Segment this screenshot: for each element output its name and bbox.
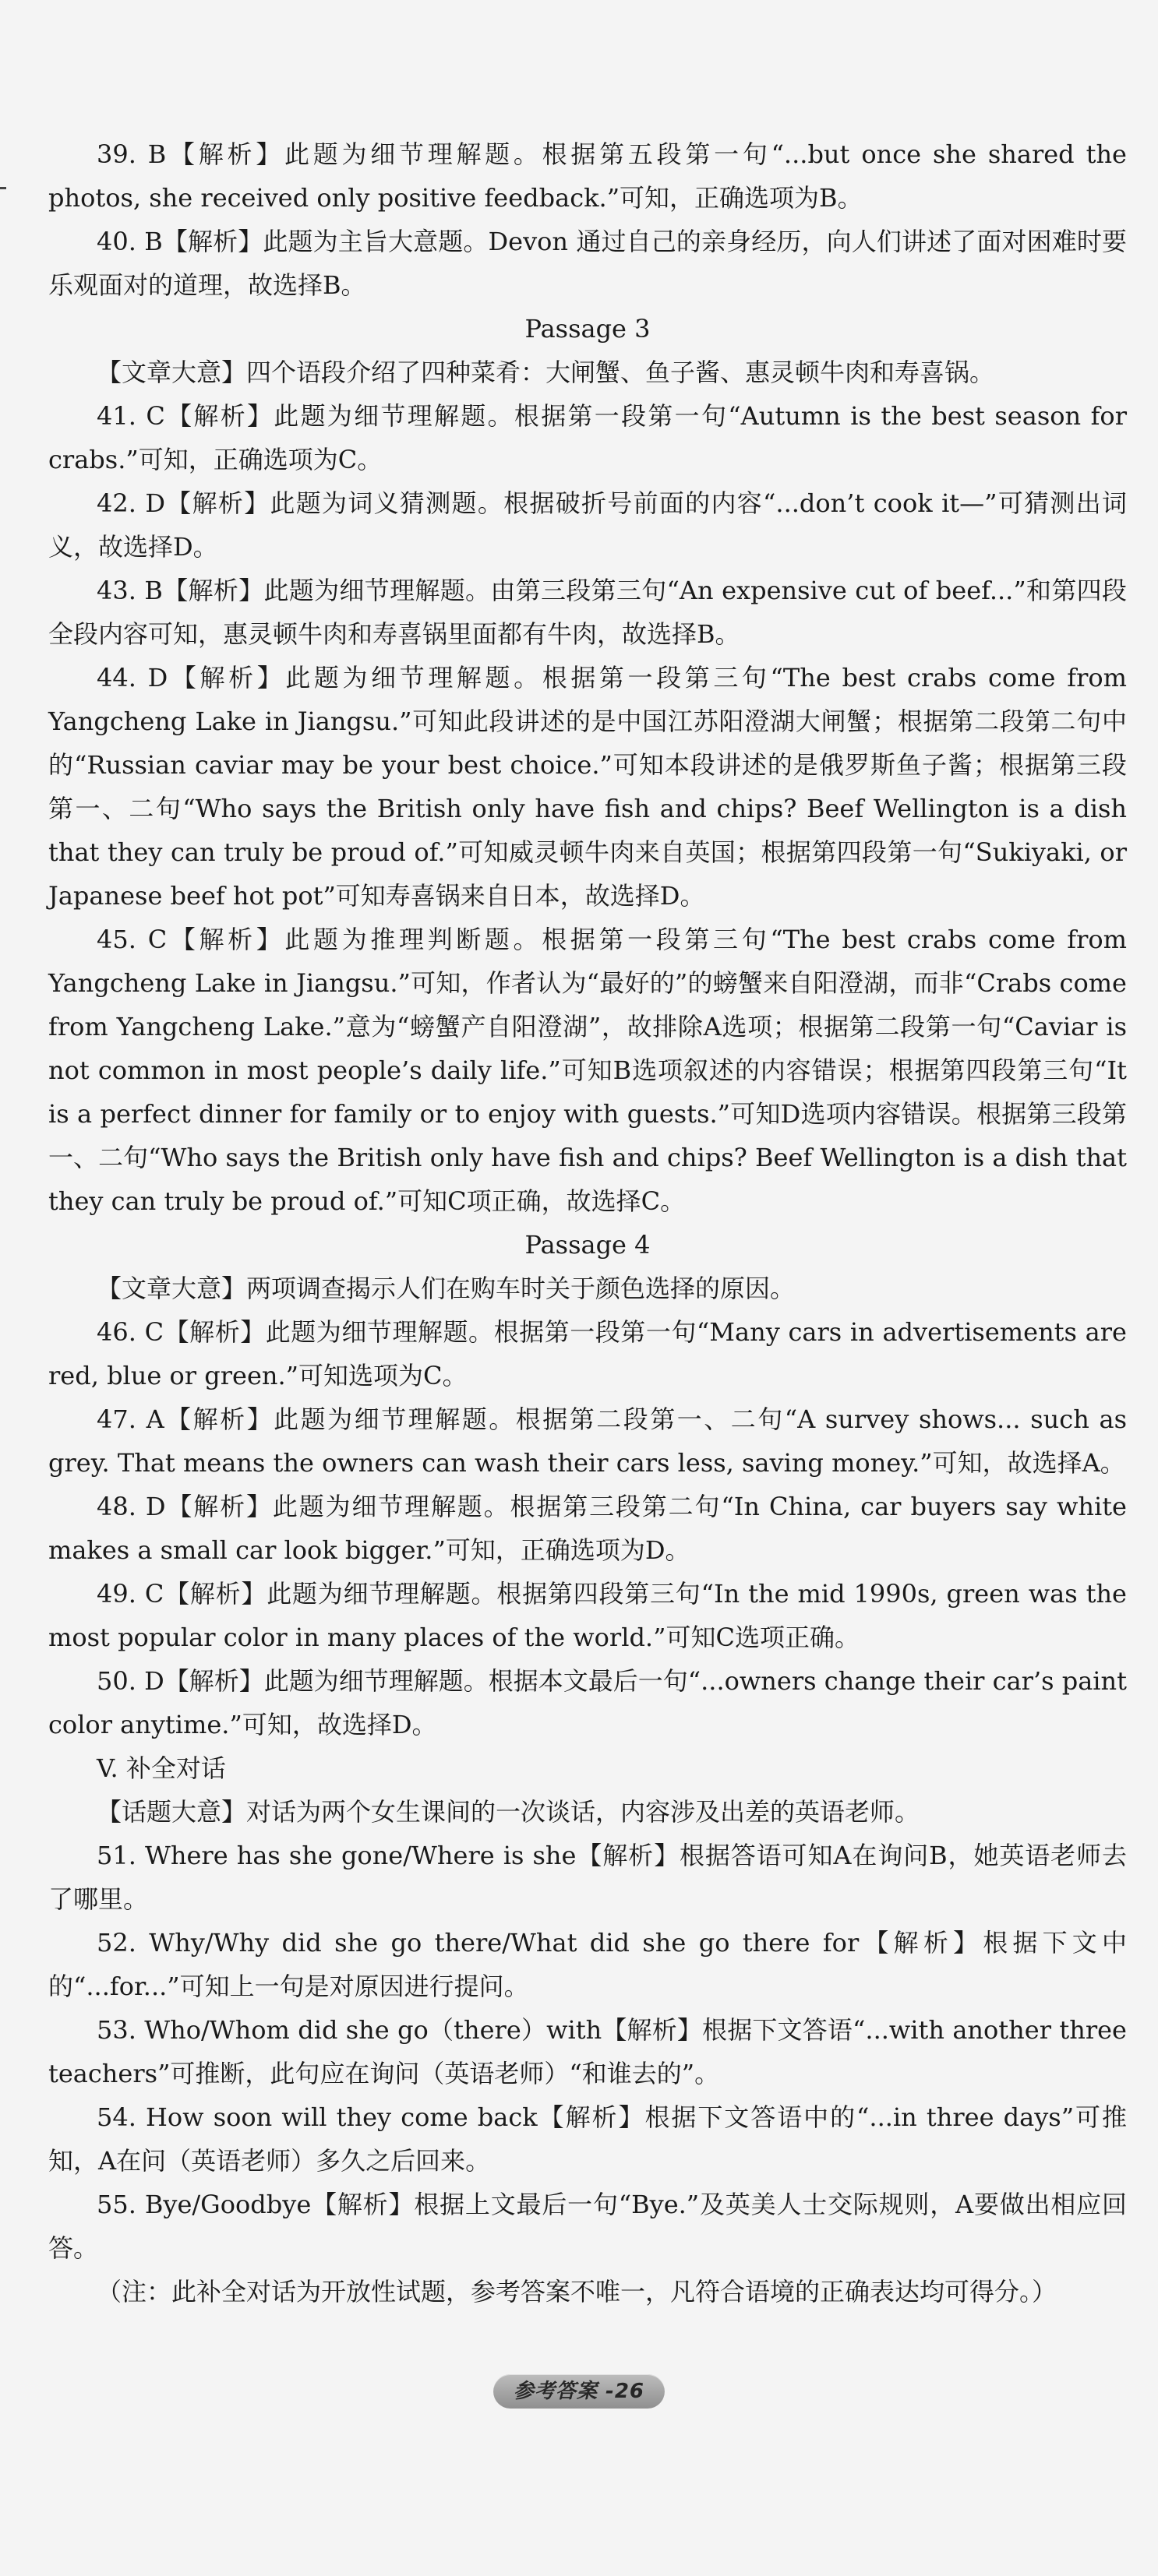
answer-44: 44. D【解析】此题为细节理解题。根据第一段第三句“The best crabs come from Yangcheng Lake in Jiangsu.”可知此段讲述的是中国江苏阳澄湖大闸蟹；根据第二段第二句中的“Russian caviar may be your best choice.”可知本段讲述的是俄罗斯鱼子酱；根据第三段第一、二句“Who says the British only have fish and chips? Beef Wellington is a dish that they can truly be proud of.”可知威灵顿牛肉来自英国；根据第四段第一句“Sukiyaki, or Japanese beef hot pot”可知寿喜锅来自日本，故选择D。: [48, 663, 1127, 911]
section-5-summary: 【话题大意】对话为两个女生课间的一次谈话，内容涉及出差的英语老师。: [97, 1797, 920, 1827]
section-5-note: （注：此补全对话为开放性试题，参考答案不唯一，凡符合语境的正确表达均可得分。）: [97, 2277, 1057, 2306]
section-5-heading: V. 补全对话: [97, 1753, 226, 1783]
passage-3-summary: 【文章大意】四个语段介绍了四种菜肴：大闸蟹、鱼子酱、惠灵顿牛肉和寿喜锅。: [97, 358, 995, 387]
answer-49: 49. C【解析】此题为细节理解题。根据第四段第三句“In the mid 1990s, green was the most popular color in many places of the world.”可知C选项正确。: [48, 1579, 1127, 1652]
answer-47: 47. A【解析】此题为细节理解题。根据第二段第一、二句“A survey shows... such as grey. That means the owners can wash their cars less, saving money.”可知，故选择A。: [48, 1404, 1127, 1478]
answer-52: 52. Why/Why did she go there/What did she go there for【解析】根据下文中的“...for...”可知上一句是对原因进行提问。: [48, 1928, 1127, 2001]
answer-39: 39. B【解析】此题为细节理解题。根据第五段第一句“...but once she shared the photos, she received only positive feedback.”可知，正确选项为B。: [48, 139, 1127, 213]
answer-51: 51. Where has she gone/Where is she【解析】根据答语可知A在询问B，她英语老师去了哪里。: [48, 1841, 1127, 1914]
answer-41: 41. C【解析】此题为细节理解题。根据第一段第一句“Autumn is the best season for crabs.”可知，正确选项为C。: [48, 401, 1127, 474]
page-number-badge: 参考答案 -26: [493, 2374, 665, 2409]
answer-43: 43. B【解析】此题为细节理解题。由第三段第三句“An expensive cut of beef...”和第四段全段内容可知，惠灵顿牛肉和寿喜锅里面都有牛肉，故选择B。: [48, 576, 1127, 649]
passage-4-heading: Passage 4: [524, 1230, 651, 1260]
answer-53: 53. Who/Whom did she go（there）with【解析】根据下文答语“...with another three teachers”可推断，此句应在询问（英语老师）“和谁去的”。: [48, 2015, 1127, 2088]
answer-54: 54. How soon will they come back【解析】根据下文答语中的“...in three days”可推知，A在问（英语老师）多久之后回来。: [48, 2102, 1127, 2176]
answer-50: 50. D【解析】此题为细节理解题。根据本文最后一句“...owners change their car’s paint color anytime.”可知，故选择D。: [48, 1666, 1127, 1739]
answer-48: 48. D【解析】此题为细节理解题。根据第三段第二句“In China, car buyers say white makes a small car look bigger.”可知，正确选项为D。: [48, 1492, 1127, 1565]
answer-42: 42. D【解析】此题为词义猜测题。根据破折号前面的内容“...don’t cook it—”可猜测出词义，故选择D。: [48, 488, 1127, 562]
answer-55: 55. Bye/Goodbye【解析】根据上文最后一句“Bye.”及英美人士交际规则，A要做出相应回答。: [48, 2190, 1127, 2263]
passage-3-heading: Passage 3: [524, 314, 651, 344]
answer-46: 46. C【解析】此题为细节理解题。根据第一段第一句“Many cars in advertisements are red, blue or green.”可知选项为C。: [48, 1317, 1127, 1390]
answer-40: 40. B【解析】此题为主旨大意题。Devon 通过自己的亲身经历，向人们讲述了面对困难时要乐观面对的道理，故选择B。: [48, 227, 1127, 300]
answer-45: 45. C【解析】此题为推理判断题。根据第一段第三句“The best crabs come from Yangcheng Lake in Jiangsu.”可知，作者认为“最好的”的螃蟹来自阳澄湖，而非“Crabs come from Yangcheng Lake.”意为“螃蟹产自阳澄湖”，故排除A选项；根据第二段第一句“Caviar is not common in most people’s daily life.”可知B选项叙述的内容错误；根据第四段第三句“It is a perfect dinner for family or to enjoy with guests.”可知D选项内容错误。根据第三段第一、二句“Who says the British only have fish and chips? Beef Wellington is a dish that they can truly be proud of.”可知C项正确，故选择C。: [48, 925, 1127, 1216]
passage-4-summary: 【文章大意】两项调查揭示人们在购车时关于颜色选择的原因。: [97, 1274, 796, 1303]
